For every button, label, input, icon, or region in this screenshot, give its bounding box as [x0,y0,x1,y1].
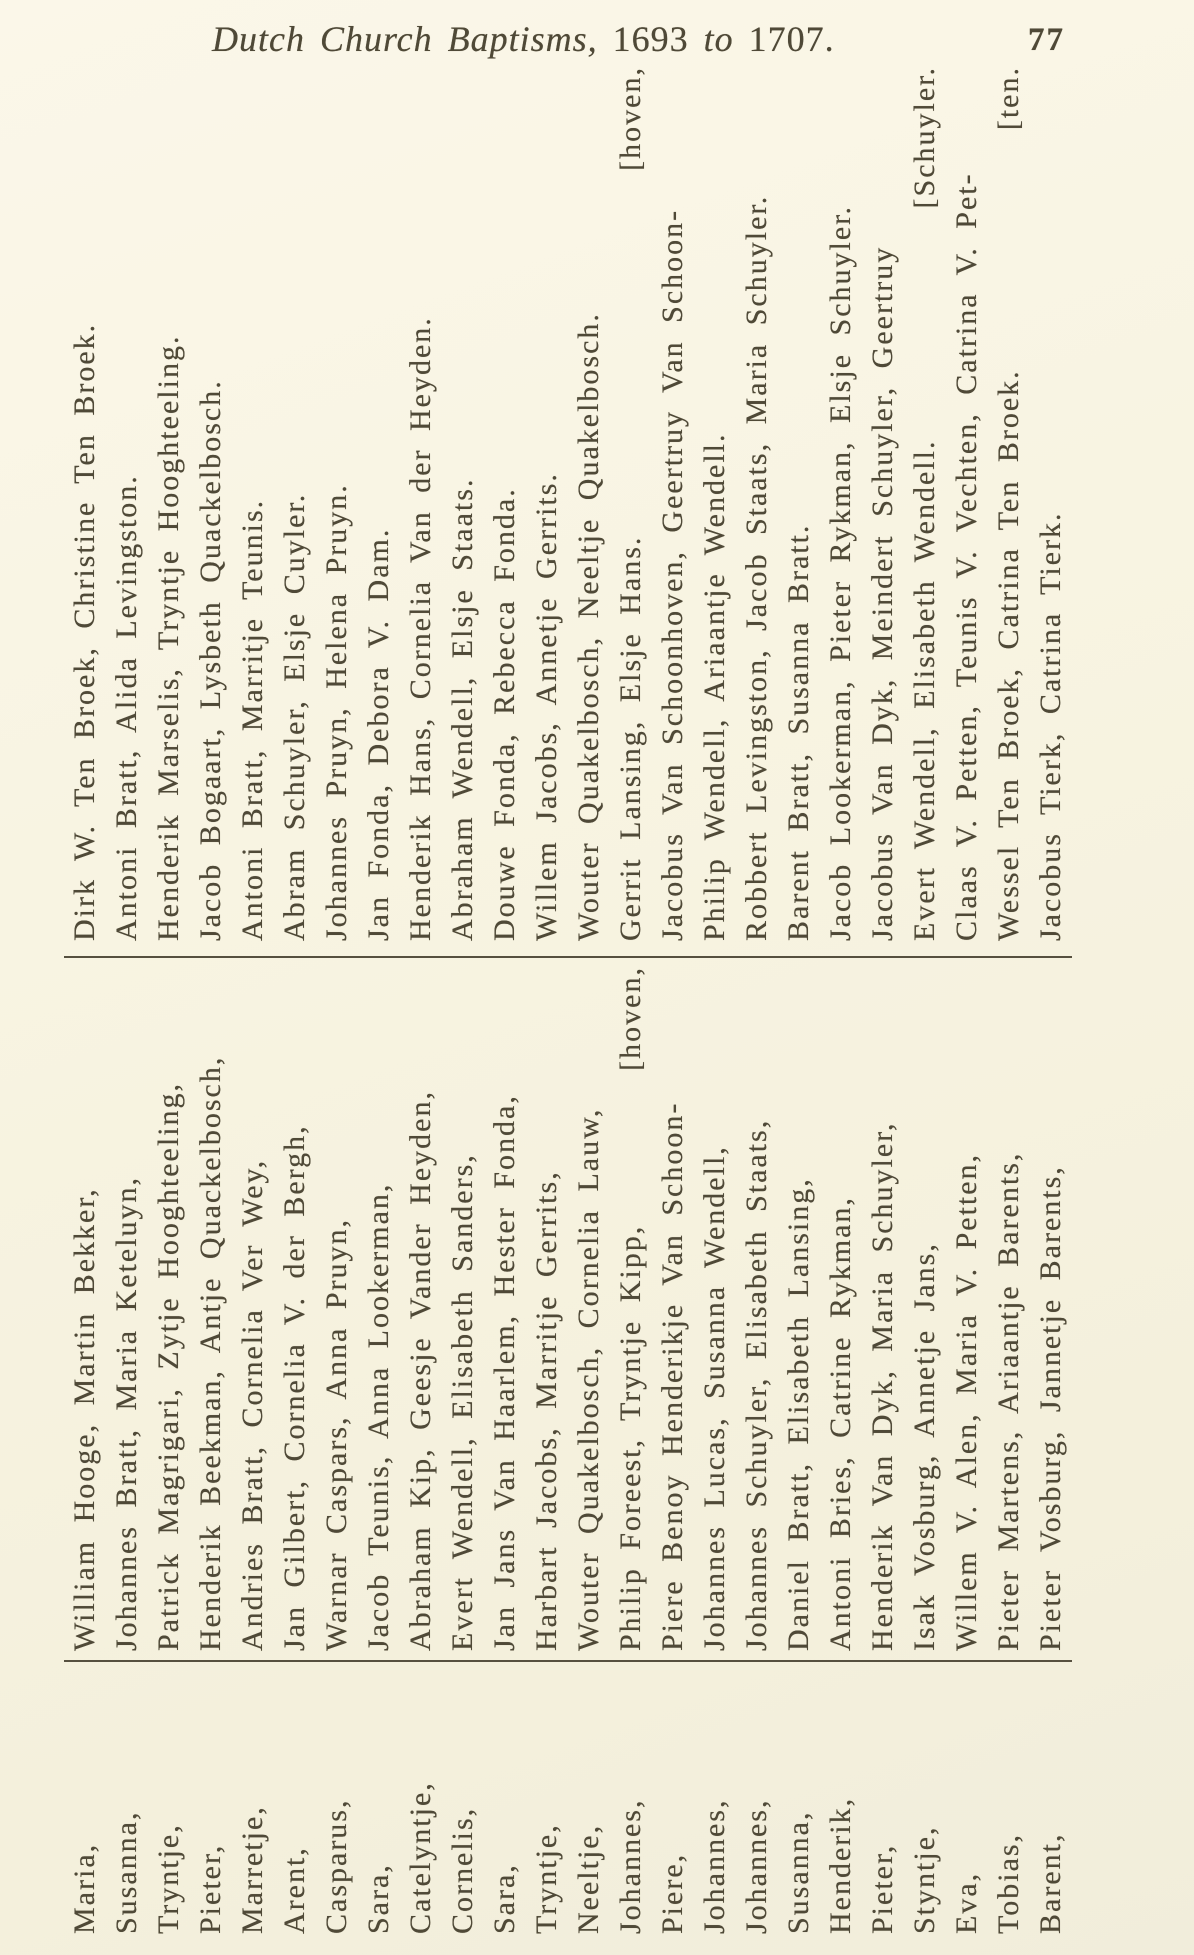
child-name: Styntje, [908,1825,941,1934]
child-name: Casparus, [320,1798,353,1934]
child-name: Cornelis, [446,1806,479,1934]
parents-names-cell [526,958,568,1662]
child-name-cell [904,1662,946,1938]
witnesses-names: Jacobus Van Dyk, Meindert Schuyler, Geertruy [866,245,899,941]
child-name: Piere, [656,1852,689,1934]
child-name-cell [946,1662,988,1938]
parents-names-cell [862,958,904,1662]
baptism-record-row [106,58,148,1938]
parents-names: Pieter Martens, Ariaantje Barents, [992,1151,1025,1651]
parents-names-cell [694,958,736,1662]
parents-names-cell [820,958,862,1662]
parents-names-cell [904,958,946,1662]
parents-names: Johannes Schuyler, Elisabeth Staats, [740,1118,773,1651]
running-title-year-from: 1693 [612,19,689,59]
parents-names-cell [652,958,694,1662]
witnesses-names-cell [904,58,946,958]
parents-names: Isak Vosburg, Annetje Jans, [908,1242,941,1651]
child-name-cell [484,1662,526,1938]
child-name: Henderik, [824,1796,857,1934]
child-name-cell [274,1662,316,1938]
witnesses-names-cell [400,58,442,958]
child-name-cell [358,1662,400,1938]
child-name-cell [442,1662,484,1938]
parents-names-cell [988,958,1030,1662]
parents-names-cell [946,958,988,1662]
child-name-cell [778,1662,820,1938]
baptism-record-row [190,58,232,1938]
baptism-record-row [316,58,358,1938]
witnesses-names-cell [820,58,862,958]
child-name-cell [610,1662,652,1938]
witnesses-names: Jacob Bogaart, Lysbeth Quackelbosch. [194,379,227,941]
witnesses-names-cell [442,58,484,958]
page-number: 77 [1028,22,1065,58]
baptism-record-row [988,58,1030,1938]
witnesses-names-cell [526,58,568,958]
baptism-record-row [862,58,904,1938]
witnesses-names: Jan Fonda, Debora V. Dam. [362,527,395,941]
child-name: Catelyntje, [404,1781,437,1934]
parents-names: Warnar Caspars, Anna Pruyn, [320,1217,353,1651]
parents-names: Harbart Jacobs, Marritje Gerrits, [530,1170,563,1651]
parents-names: William Hooge, Martin Bekker, [68,1187,101,1651]
running-title [212,18,835,60]
baptism-record-row [400,58,442,1938]
parents-names: Willem V. Alen, Maria V. Petten, [950,1152,983,1651]
child-name: Arent, [278,1846,311,1934]
child-name: Maria, [68,1842,101,1934]
baptism-record-row [652,58,694,1938]
witnesses-names-cell [316,58,358,958]
child-name-cell [106,1662,148,1938]
child-name-cell [568,1662,610,1938]
witnesses-names: Douwe Fonda, Rebecca Fonda. [488,487,521,941]
parents-names: Pieter Vosburg, Jannetje Barents, [1034,1165,1067,1651]
child-name: Pieter, [866,1843,899,1934]
witnesses-names: Robbert Levingston, Jacob Staats, Maria Schuyler. [740,194,773,941]
child-name-cell [190,1662,232,1938]
baptism-record-row [694,58,736,1938]
parents-names: Johannes Bratt, Maria Keteluyn, [110,1175,143,1651]
child-name-cell [400,1662,442,1938]
witnesses-names-cell [862,58,904,958]
baptism-record-row [442,58,484,1938]
child-name: Sara, [362,1863,395,1934]
parents-names: Evert Wendell, Elisabeth Sanders, [446,1153,479,1651]
child-name: Johannes, [698,1798,731,1934]
witnesses-names: Henderik Marselis, Tryntje Hooghteeling. [152,334,185,941]
child-name: Johannes, [740,1798,773,1934]
child-name-cell [694,1662,736,1938]
witnesses-names: Wouter Quakelbosch, Neeltje Quakelbosch. [572,312,605,941]
child-name: Pieter, [194,1843,227,1934]
parents-names: Wouter Quakelbosch, Cornelia Lauw, [572,1107,605,1651]
parents-names-cell [400,958,442,1662]
child-name-cell [988,1662,1030,1938]
witnesses-names-cell [274,58,316,958]
baptism-record-row [64,58,106,1938]
parents-names-cell [1030,958,1072,1662]
child-name-cell [316,1662,358,1938]
child-name-cell [736,1662,778,1938]
witnesses-names-cell [946,58,988,958]
parents-names-cell [442,958,484,1662]
baptism-record-row [148,58,190,1938]
witnesses-names-cell [736,58,778,958]
child-name-cell [1030,1662,1072,1938]
baptism-record-row [736,58,778,1938]
child-name: Eva, [950,1871,983,1934]
parents-names: Daniel Bratt, Elisabeth Lansing, [782,1177,815,1651]
witnesses-names-cell [1030,58,1072,958]
baptism-record-row [610,58,652,1938]
child-name-cell [820,1662,862,1938]
parents-names: Jan Jans Van Haarlem, Hester Fonda, [488,1094,521,1651]
witnesses-names: Antoni Bratt, Marritje Teunis. [236,498,269,941]
witnesses-names-cell [148,58,190,958]
baptism-record-row [1030,58,1072,1938]
child-name-cell [148,1662,190,1938]
witnesses-names-cell [358,58,400,958]
witnesses-names-cell [652,58,694,958]
witnesses-names-cell [484,58,526,958]
child-name: Tobias, [992,1832,1025,1934]
parents-names-cell [148,958,190,1662]
parents-names: Philip Foreest, Tryntje Kipp, [614,1224,647,1651]
baptism-record-row [526,58,568,1938]
witnesses-turnover-text: [hoven, [614,66,647,171]
parents-names-cell [64,958,106,1662]
witnesses-names: Jacob Lookerman, Pieter Rykman, Elsje Schuyler. [824,205,857,941]
parents-names-cell [358,958,400,1662]
child-name: Susanna, [110,1810,143,1934]
child-name-cell [526,1662,568,1938]
witnesses-names: Willem Jacobs, Annetje Gerrits. [530,472,563,941]
parents-names-cell [568,958,610,1662]
baptism-record-row [568,58,610,1938]
witnesses-names-cell [694,58,736,958]
parents-names-cell [778,958,820,1662]
parents-names-cell [106,958,148,1662]
parents-names: Patrick Magrigari, Zytje Hooghteeling, [152,1081,185,1651]
baptism-record-row [358,58,400,1938]
baptism-record-row [232,58,274,1938]
parents-names-cell [190,958,232,1662]
baptism-record-row [484,58,526,1938]
running-title-year-to: 1707. [748,19,835,59]
child-name-cell [64,1662,106,1938]
parents-names-cell [274,958,316,1662]
child-name: Susanna, [782,1810,815,1934]
witnesses-names: Philip Wendell, Ariaantje Wendell. [698,432,731,941]
parents-names: Antoni Bries, Catrine Rykman, [824,1196,857,1651]
parents-names-cell [610,958,652,1662]
baptism-record-row [946,58,988,1938]
running-title-text: Dutch Church Baptisms, [212,19,598,59]
witnesses-names-cell [190,58,232,958]
parents-names: Henderik Van Dyk, Maria Schuyler, [866,1121,899,1651]
witnesses-names: Jacobus Tierk, Catrina Tierk. [1034,511,1067,941]
witnesses-names-cell [106,58,148,958]
child-name-cell [652,1662,694,1938]
parents-names: Henderik Beekman, Antje Quackelbosch, [194,1055,227,1651]
parents-names: Piere Benoy Henderikje Van Schoon- [656,1101,689,1651]
witnesses-names-cell [778,58,820,958]
witnesses-names-cell [610,58,652,958]
child-name: Sara, [488,1863,521,1934]
baptism-record-row [274,58,316,1938]
parents-names: Jacob Teunis, Anna Lookerman, [362,1182,395,1651]
child-name: Barent, [1034,1832,1067,1934]
child-name-cell [232,1662,274,1938]
child-name: Tryntje, [530,1823,563,1934]
witnesses-names: Henderik Hans, Cornelia Van der Heyden. [404,316,437,941]
witnesses-names: Wessel Ten Broek, Catrina Ten Broek. [992,369,1025,941]
parents-names: Andries Bratt, Cornelia Ver Wey, [236,1158,269,1651]
witnesses-turnover-text: [Schuyler. [908,66,941,209]
witnesses-names: Claas V. Petten, Teunis V. Vechten, Catrina V. Pet- [950,172,983,941]
parents-names: Johannes Lucas, Susanna Wendell, [698,1145,731,1651]
parents-names-cell [484,958,526,1662]
child-name: Marretje, [236,1805,269,1934]
witnesses-names: Johannes Pruyn, Helena Pruyn. [320,483,353,941]
parents-names: Abraham Kip, Geesje Vander Heyden, [404,1090,437,1651]
parents-turnover-text: [hoven, [614,966,647,1071]
child-name: Johannes, [614,1798,647,1934]
baptism-record-row [904,58,946,1938]
parents-names-cell [316,958,358,1662]
child-name: Tryntje, [152,1823,185,1934]
witnesses-names: Abram Schuyler, Elsje Cuyler. [278,492,311,941]
witnesses-names-cell [232,58,274,958]
witnesses-names-cell [568,58,610,958]
baptism-register-table [64,58,1072,1938]
baptism-record-row [778,58,820,1938]
witnesses-names: Dirk W. Ten Broek, Christine Ten Broek. [68,322,101,941]
witnesses-names: Gerrit Lansing, Elsje Hans. [614,535,647,941]
child-name: Neeltje, [572,1823,605,1934]
witnesses-names: Evert Wendell, Elisabeth Wendell. [908,439,941,941]
witnesses-names-cell [64,58,106,958]
witnesses-names: Jacobus Van Schoonhoven, Geertruy Van Schoon- [656,208,689,941]
parents-names: Jan Gilbert, Cornelia V. der Bergh, [278,1124,311,1651]
witnesses-names: Barent Bratt, Susanna Bratt. [782,523,815,941]
parents-names-cell [736,958,778,1662]
witnesses-names-cell [988,58,1030,958]
running-title-to: to [703,19,734,59]
witnesses-turnover-text: [ten. [992,66,1025,131]
baptism-record-row [820,58,862,1938]
witnesses-names: Abraham Wendell, Elsje Staats. [446,477,479,941]
parents-names-cell [232,958,274,1662]
child-name-cell [862,1662,904,1938]
witnesses-names: Antoni Bratt, Alida Levingston. [110,474,143,941]
